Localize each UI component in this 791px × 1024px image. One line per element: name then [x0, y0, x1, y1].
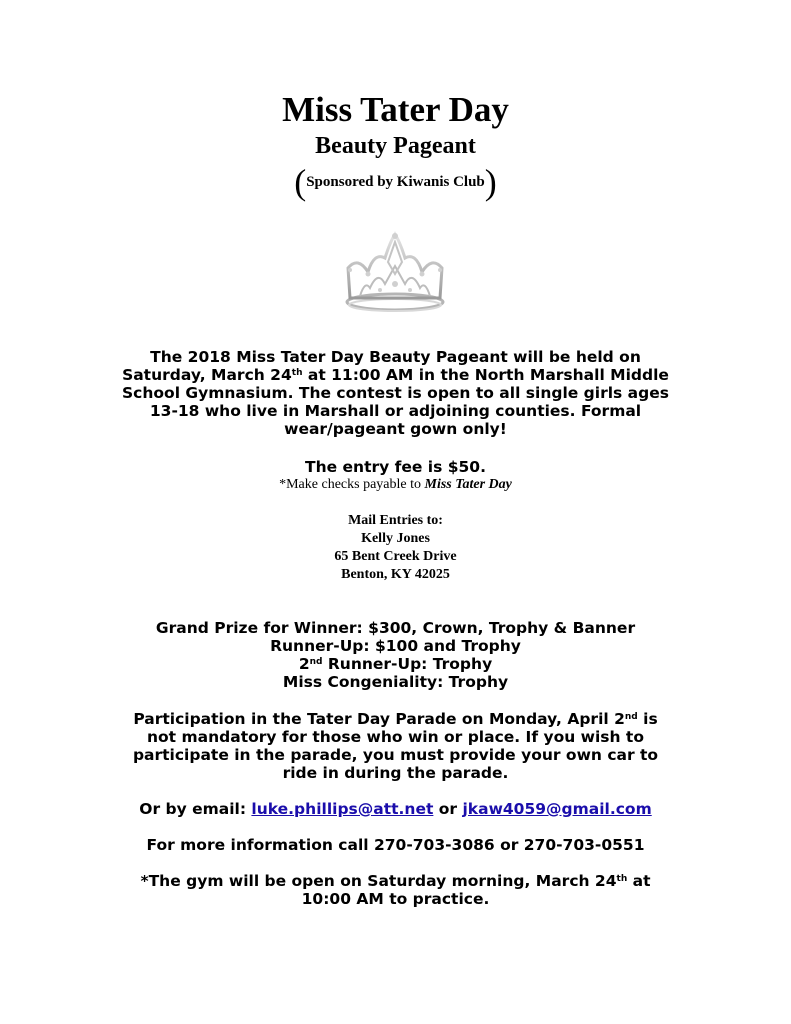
mail-name: Kelly Jones	[361, 531, 430, 546]
parade-line: ride in during the parade.	[282, 764, 509, 782]
intro-line: wear/pageant gown only!	[284, 420, 507, 438]
parade-paragraph	[110, 710, 681, 782]
parade-line: not mandatory for those who win or place. If you wish to	[147, 728, 644, 746]
check-payable-note: *Make checks payable to Miss Tater Day	[279, 477, 512, 492]
prize-runner-up: Runner-Up: $100 and Trophy	[270, 637, 521, 655]
email-line: Or by email: luke.phillips@att.net or jkaw4059@gmail.com	[139, 800, 652, 818]
mail-heading: Mail Entries to:	[348, 513, 443, 528]
mail-city: Benton, KY 42025	[341, 567, 450, 582]
prize-second-runner-up: 2nd Runner-Up: Trophy	[298, 655, 493, 673]
parade-line: participate in the parade, you must provide your own car to	[132, 746, 659, 764]
payee-name: Miss Tater Day	[424, 477, 512, 492]
gym-line: 10:00 AM to practice.	[301, 890, 490, 908]
sponsor-close-paren: )	[484, 162, 497, 202]
sponsor-text: Sponsored by Kiwanis Club	[306, 174, 485, 190]
email-link-luke[interactable]: luke.phillips@att.net	[251, 800, 434, 818]
gym-line: *The gym will be open on Saturday morning, March 24th at	[140, 872, 651, 890]
intro-line: The 2018 Miss Tater Day Beauty Pageant will be held on	[150, 348, 641, 366]
mail-entries	[0, 512, 791, 584]
intro-paragraph	[110, 348, 681, 438]
intro-line: School Gymnasium. The contest is open to all single girls ages	[122, 384, 669, 402]
sponsor-open-paren: (	[294, 162, 307, 202]
sponsor-line	[0, 162, 791, 208]
gym-note	[110, 872, 681, 908]
mail-street: 65 Bent Creek Drive	[334, 549, 457, 564]
info-phone-line: For more information call 270-703-3086 or 270-703-0551	[146, 836, 645, 854]
intro-line: Saturday, March 24th at 11:00 AM in the North Marshall Middle	[122, 366, 669, 384]
prize-grand: Grand Prize for Winner: $300, Crown, Trophy & Banner	[155, 619, 636, 637]
prizes-list	[110, 619, 681, 691]
intro-line: 13-18 who live in Marshall or adjoining counties. Formal	[149, 402, 642, 420]
email-link-jkaw[interactable]: jkaw4059@gmail.com	[462, 800, 652, 818]
prize-congeniality: Miss Congeniality: Trophy	[282, 673, 509, 691]
page-title: Miss Tater Day	[282, 90, 509, 129]
tiara-icon	[340, 228, 450, 314]
entry-fee: The entry fee is $50.	[305, 458, 486, 476]
page-subtitle: Beauty Pageant	[315, 133, 476, 159]
parade-line: Participation in the Tater Day Parade on Monday, April 2nd is	[133, 710, 658, 728]
